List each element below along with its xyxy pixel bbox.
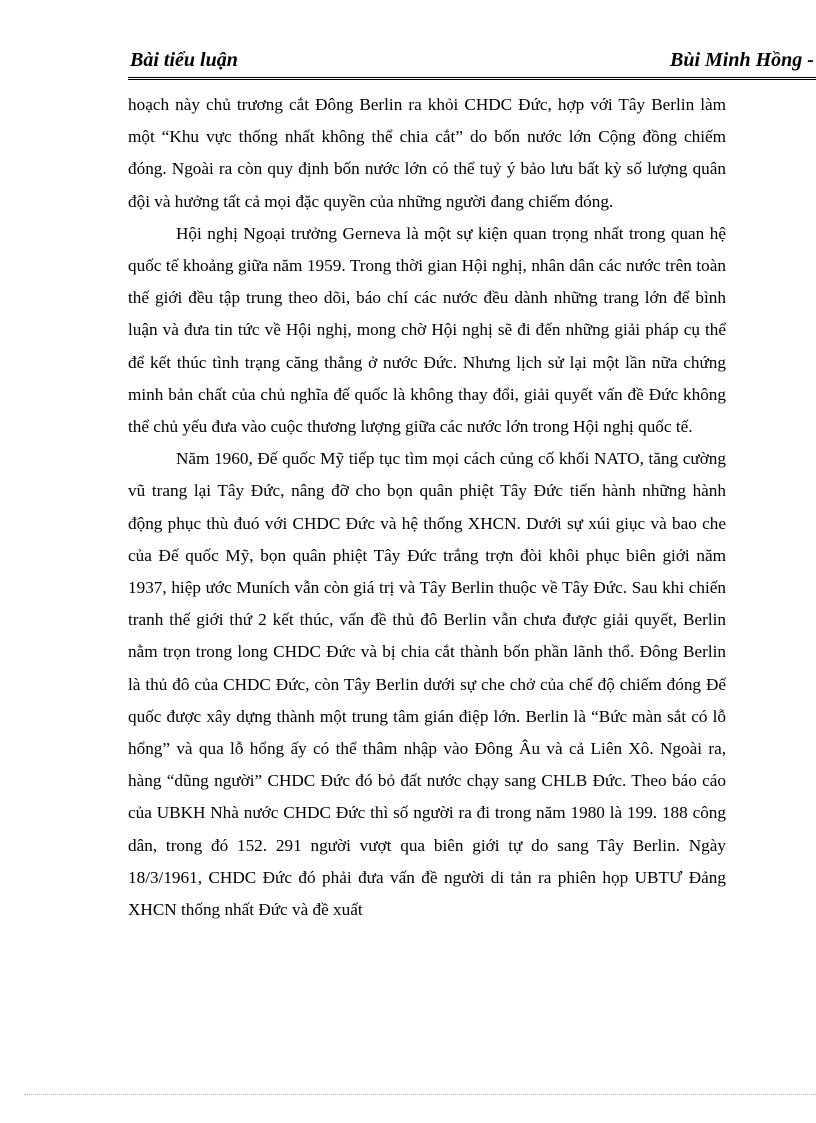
footer-rule [24,1094,816,1095]
paragraph-1960-berlin: Năm 1960, Đế quốc Mỹ tiếp tục tìm mọi cách củng cố khối NATO, tăng cường vũ trang lại Tây Đức, nâng đỡ cho bọn quân phiệt Tây Đức tiến hành những hành động phục thù đuó với CHDC Đức và hệ thống XHCN. Dưới sự xúi giục và bao che của Đế quốc Mỹ, bọn quân phiệt Tây Đức trắng trợn đòi khôi phục biên giới năm 1937, hiệp ước Muních vẫn còn giá trị và Tây Berlin thuộc về Tây Đức. Sau khi chiến tranh thế giới thứ 2 kết thúc, vấn đề thủ đô Berlin vẫn chưa được giải quyết, Berlin nằm trọn trong long CHDC Đức và bị chia cắt thành bốn phần lãnh thổ. Đông Berlin là thủ đô của CHDC Đức, còn Tây Berlin dưới sự che chở của chế độ chiếm đóng Đế quốc được xây dựng thành một trung tâm gián điệp lớn. Berlin là “Bức màn sắt có lỗ hổng” và qua lỗ hổng ấy có thể thâm nhập vào Đông Âu và cả Liên Xô. Ngoài ra, hàng “dũng người” CHDC Đức đó bỏ đất nước chạy sang CHLB Đức. Theo báo cáo của UBKH Nhà nước CHDC Đức thì số người ra đi trong năm 1980 là 199. 188 công dân, trong đó 152. 291 người vượt qua biên giới tự do sang Tây Berlin. Ngày 18/3/1961, CHDC Đức đó phải đưa vấn đề người di tản ra phiên họp UBTƯ Đảng XHCN thống nhất Đức và đề xuất [128,449,726,920]
header-title: Bài tiểu luận [130,49,238,71]
paragraph-continued: hoạch này chủ trương cắt Đông Berlin ra khỏi CHDC Đức, hợp với Tây Berlin làm một “Khu vực thống nhất không thể chia cắt” do bốn nước lớn Cộng đồng chiếm đóng. Ngoài ra còn quy định bốn nước lớn có thể tuỷ ý bảo lưu bất kỳ số lượng quân đội và hưởng tất cả mọi đặc quyền của những người đang chiếm đóng. [128,95,726,211]
paragraph-geneva-conference: Hội nghị Ngoại trưởng Gerneva là một sự kiện quan trọng nhất trong quan hệ quốc tế khoảng giữa năm 1959. Trong thời gian Hội nghị, nhân dân các nước trên toàn thế giới đều tập trung theo dõi, báo chí các nước đều dành những trang lớn để bình luận và đưa tin tức về Hội nghị, mong chờ Hội nghị sẽ đi đến những giải pháp cụ thể để kết thúc tình trạng căng thẳng ở nước Đức. Nhưng lịch sử lại một lần nữa chứng minh bản chất của chủ nghĩa đế quốc là không thay đổi, giải quyết vấn đề Đức không thể chủ yếu đưa vào cuộc thương lượng giữa các nước lớn trong Hội nghị quốc tế. [128,223,726,437]
header-author: Bùi Minh Hồng - [670,49,814,71]
page-header [130,48,816,72]
header-rule [128,77,816,80]
document-body [128,89,726,926]
